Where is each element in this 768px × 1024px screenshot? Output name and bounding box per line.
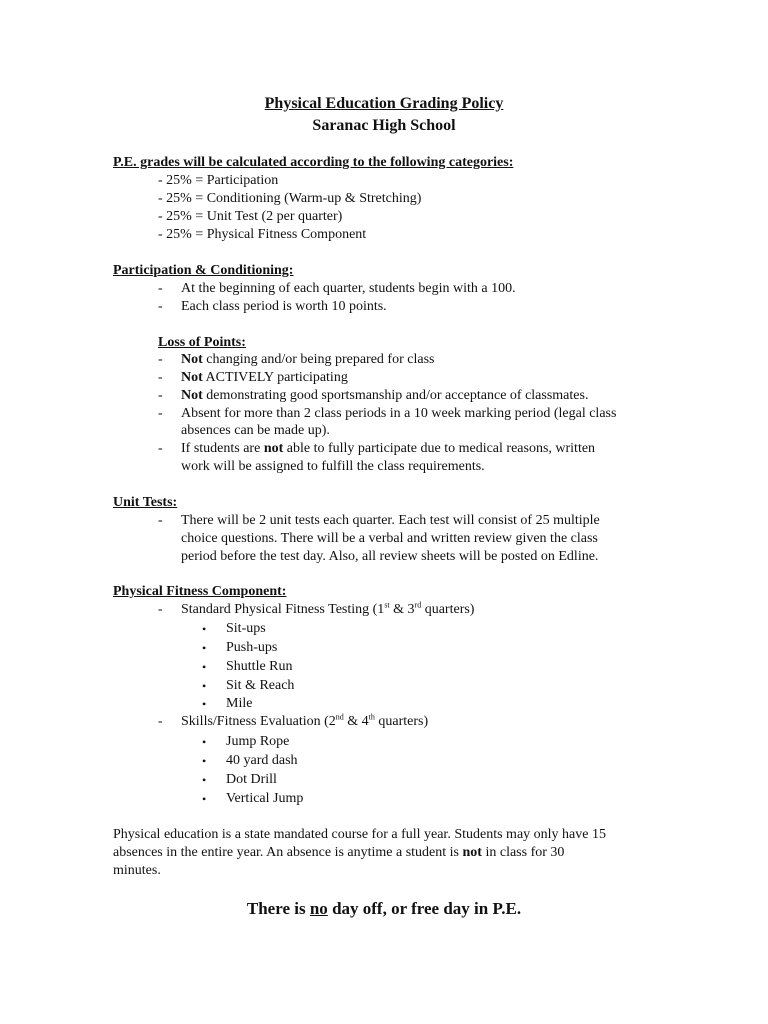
participation-item: Each class period is worth 10 points. [181, 299, 387, 314]
unit-tests-line: period before the test day. Also, all review sheets will be posted on Edline. [181, 549, 599, 564]
grade-category: - 25% = Physical Fitness Component [158, 227, 367, 242]
loss-item-line: work will be assigned to fulfill the class requirements. [181, 459, 485, 474]
document-title: Physical Education Grading Policy [264, 95, 504, 112]
dash-marker: - [158, 602, 163, 617]
dash-marker: - [158, 441, 163, 456]
fitness-heading: Physical Fitness Component: [113, 584, 287, 599]
unit-tests-line: choice questions. There will be a verbal and written review given the class [181, 531, 598, 546]
grades-heading: P.E. grades will be calculated according to the following categories: [113, 155, 514, 170]
dash-marker: - [158, 388, 163, 403]
closing-line: minutes. [113, 863, 161, 878]
dash-marker: - [158, 352, 163, 367]
dash-marker: - [158, 281, 163, 296]
loss-item-line: Absent for more than 2 class periods in a 10 week marking period (legal class [181, 406, 617, 421]
fitness-test-item: Sit & Reach [226, 678, 295, 693]
skills-item: Jump Rope [226, 734, 290, 749]
fitness-test-item: Sit-ups [226, 621, 266, 636]
skills-evaluation-line: Skills/Fitness Evaluation (2nd & 4th quarters) [181, 712, 429, 729]
loss-item: Not ACTIVELY participating [181, 370, 348, 385]
skills-item: Dot Drill [226, 772, 277, 787]
participation-heading: Participation & Conditioning: [113, 263, 294, 278]
school-name: Saranac High School [312, 117, 456, 134]
bullet-marker: • [202, 792, 207, 806]
bullet-marker: • [202, 622, 207, 636]
standard-testing-line: Standard Physical Fitness Testing (1st & 3rd quarters) [181, 600, 475, 617]
loss-item-line: If students are not able to fully participate due to medical reasons, written [181, 441, 596, 456]
grade-category: - 25% = Conditioning (Warm-up & Stretching) [158, 191, 422, 206]
loss-item: Not changing and/or being prepared for class [181, 352, 435, 367]
fitness-test-item: Push-ups [226, 640, 278, 655]
dash-marker: - [158, 714, 163, 729]
dash-marker: - [158, 299, 163, 314]
bullet-marker: • [202, 660, 207, 674]
closing-line: Physical education is a state mandated course for a full year. Students may only have 15 [113, 827, 606, 842]
grade-category: - 25% = Participation [158, 173, 279, 188]
dash-marker: - [158, 513, 163, 528]
loss-item: Not demonstrating good sportsmanship and/or acceptance of classmates. [181, 388, 589, 403]
fitness-test-item: Shuttle Run [226, 659, 293, 674]
loss-item-line: absences can be made up). [181, 423, 330, 438]
loss-of-points-heading: Loss of Points: [158, 335, 246, 350]
bullet-marker: • [202, 773, 207, 787]
participation-item: At the beginning of each quarter, students begin with a 100. [181, 281, 516, 296]
dash-marker: - [158, 406, 163, 421]
bullet-marker: • [202, 735, 207, 749]
bullet-marker: • [202, 679, 207, 693]
fitness-test-item: Mile [226, 696, 253, 711]
final-statement: There is no day off, or free day in P.E. [246, 899, 522, 918]
skills-item: 40 yard dash [226, 753, 298, 768]
unit-tests-line: There will be 2 unit tests each quarter. Each test will consist of 25 multiple [181, 513, 600, 528]
bullet-marker: • [202, 754, 207, 768]
bullet-marker: • [202, 697, 207, 711]
dash-marker: - [158, 370, 163, 385]
unit-tests-heading: Unit Tests: [113, 495, 178, 510]
closing-line: absences in the entire year. An absence is anytime a student is not in class for 30 [113, 845, 565, 860]
grade-category: - 25% = Unit Test (2 per quarter) [158, 209, 343, 224]
skills-item: Vertical Jump [226, 791, 304, 806]
bullet-marker: • [202, 641, 207, 655]
